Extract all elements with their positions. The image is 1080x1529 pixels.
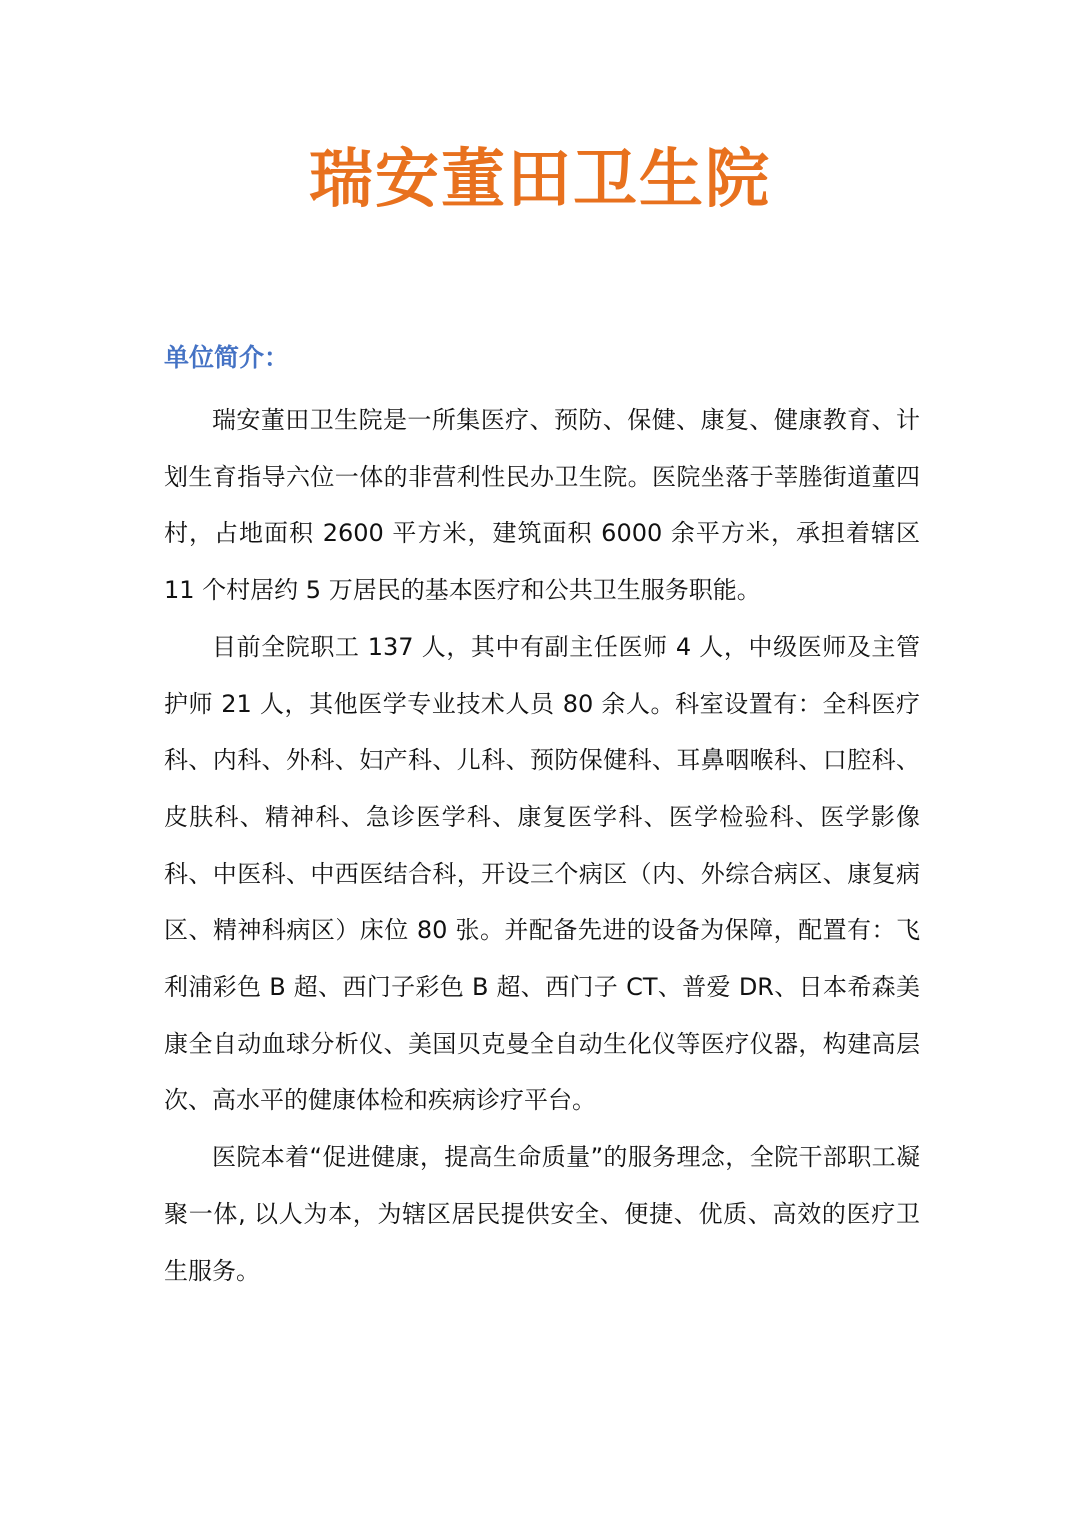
body-text [164, 392, 920, 1299]
section-heading: 单位简介： [164, 343, 290, 372]
paragraph-staff-departments: 目前全院职工 137 人，其中有副主任医师 4 人，中级医师及主管护师 21 人，其他医学专业技术人员 80 余人。科室设置有：全科医疗科、内科、外科、妇产科、儿科、预防保健科、耳鼻咽喉科、口腔科、皮肤科、精神科、急诊医学科、康复医学科、医学检验科、医学影像科、中医科、中西医结合科，开设三个病区（内、外综合病区、康复病区、精神科病区）床位 80 张。并配备先进的设备为保障，配置有：飞利浦彩色 B 超、西门子彩色 B 超、西门子 CT、普爱 DR、日本希森美康全自动血球分析仪、美国贝克曼全自动生化仪等医疗仪器，构建高层次、高水平的健康体检和疾病诊疗平台。 [164, 632, 920, 1115]
paragraph-intro: 瑞安董田卫生院是一所集医疗、预防、保健、康复、健康教育、计划生育指导六位一体的非营利性民办卫生院。医院坐落于莘塍街道董四村，占地面积 2600 平方米，建筑面积 6000 余平方米，承担着辖区 11 个村居约 5 万居民的基本医疗和公共卫生服务职能。 [164, 406, 920, 605]
page-title: 瑞安董田卫生院 [309, 143, 771, 217]
paragraph-service-philosophy: 医院本着“促进健康，提高生命质量”的服务理念，全院干部职工凝聚一体, 以人为本，为辖区居民提供安全、便捷、优质、高效的医疗卫生服务。 [164, 1143, 920, 1285]
